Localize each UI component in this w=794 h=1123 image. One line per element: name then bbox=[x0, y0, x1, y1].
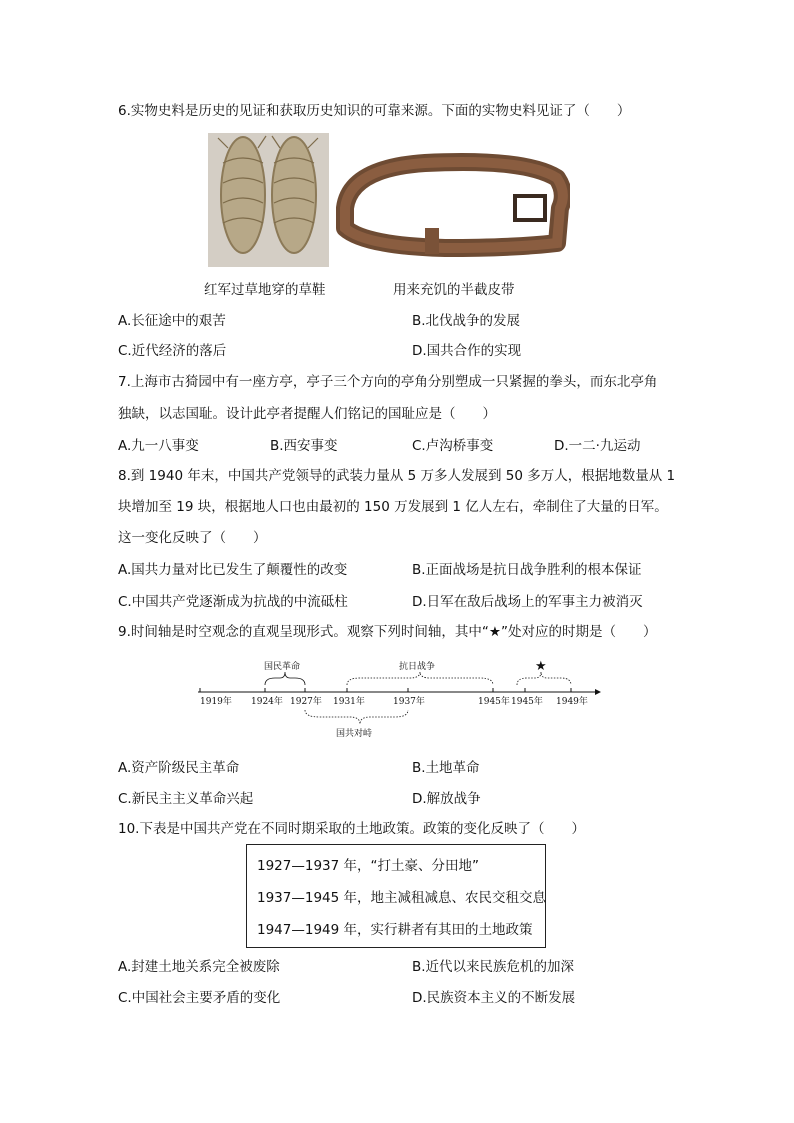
q6-stem: 6.实物史料是历史的见证和获取历史知识的可靠来源。下面的实物史料见证了（ ） bbox=[118, 103, 631, 119]
land-policy-table bbox=[246, 844, 546, 948]
tick-label-7: 1945年 bbox=[511, 697, 543, 707]
q9-option-c[interactable]: C.新民主主义革命兴起 bbox=[118, 791, 254, 807]
q7-option-b[interactable]: B.西安事变 bbox=[270, 438, 338, 454]
tick-label-3: 1927年 bbox=[290, 697, 322, 707]
q9-option-b[interactable]: B.土地革命 bbox=[412, 760, 480, 776]
tick-label-4: 1931年 bbox=[333, 697, 365, 707]
label-anti-japanese-war: 抗日战争 bbox=[399, 662, 436, 672]
policy-row-1: 1927—1937 年，“打土豪、分田地” bbox=[257, 858, 479, 874]
q10-option-c[interactable]: C.中国社会主要矛盾的变化 bbox=[118, 990, 281, 1006]
q10-option-d[interactable]: D.民族资本主义的不断发展 bbox=[412, 990, 576, 1006]
tick-label-1: 1919年 bbox=[200, 697, 232, 707]
half-belt-photo bbox=[335, 148, 570, 268]
star-icon: ★ bbox=[535, 659, 547, 674]
q6-option-a[interactable]: A.长征途中的艰苦 bbox=[118, 313, 226, 329]
q7-stem-line2: 独缺，以志国耻。设计此亭者提醒人们铭记的国耻应是（ ） bbox=[118, 406, 496, 422]
q8-stem-line2: 块增加至 19 块，根据地人口也由最初的 150 万发展到 1 亿人左右，牵制住了大量的日军。 bbox=[118, 499, 668, 515]
tick-label-6: 1945年 bbox=[478, 697, 510, 707]
policy-row-3: 1947—1949 年，实行耕者有其田的土地政策 bbox=[257, 922, 533, 938]
q10-option-a[interactable]: A.封建土地关系完全被废除 bbox=[118, 959, 280, 975]
timeline-figure bbox=[195, 652, 605, 747]
tick-label-8: 1949年 bbox=[556, 697, 588, 707]
q7-option-d[interactable]: D.一二·九运动 bbox=[554, 438, 641, 454]
tick-label-2: 1924年 bbox=[251, 697, 283, 707]
caption-half-belt: 用来充饥的半截皮带 bbox=[393, 282, 515, 298]
label-national-revolution: 国民革命 bbox=[264, 662, 301, 672]
q8-stem-line3: 这一变化反映了（ ） bbox=[118, 530, 267, 546]
tick-label-5: 1937年 bbox=[393, 697, 425, 707]
q6-option-d[interactable]: D.国共合作的实现 bbox=[412, 343, 522, 359]
q8-option-c[interactable]: C.中国共产党逐渐成为抗战的中流砥柱 bbox=[118, 594, 348, 610]
q9-stem: 9.时间轴是时空观念的直观呈现形式。观察下列时间轴，其中“★”处对应的时期是（ ） bbox=[118, 624, 657, 640]
straw-sandals-photo bbox=[208, 133, 329, 267]
q7-option-c[interactable]: C.卢沟桥事变 bbox=[412, 438, 494, 454]
q10-option-b[interactable]: B.近代以来民族危机的加深 bbox=[412, 959, 575, 975]
q7-option-a[interactable]: A.九一八事变 bbox=[118, 438, 199, 454]
q9-option-a[interactable]: A.资产阶级民主革命 bbox=[118, 760, 240, 776]
q8-option-a[interactable]: A.国共力量对比已发生了颠覆性的改变 bbox=[118, 562, 348, 578]
q10-stem: 10.下表是中国共产党在不同时期采取的土地政策。政策的变化反映了（ ） bbox=[118, 821, 585, 837]
policy-row-2: 1937—1945 年，地主减租减息、农民交租交息 bbox=[257, 890, 547, 906]
q8-option-b[interactable]: B.正面战场是抗日战争胜利的根本保证 bbox=[412, 562, 642, 578]
label-kmt-cpc-confrontation: 国共对峙 bbox=[336, 729, 373, 739]
q7-stem-line1: 7.上海市古猗园中有一座方亭，亭子三个方向的亭角分别塑成一只紧握的拳头，而东北亭角 bbox=[118, 374, 658, 390]
q6-option-c[interactable]: C.近代经济的落后 bbox=[118, 343, 227, 359]
q8-option-d[interactable]: D.日军在敌后战场上的军事主力被消灭 bbox=[412, 594, 643, 610]
q6-option-b[interactable]: B.北伐战争的发展 bbox=[412, 313, 521, 329]
caption-straw-sandals: 红军过草地穿的草鞋 bbox=[204, 282, 326, 298]
q8-stem-line1: 8.到 1940 年末，中国共产党领导的武装力量从 5 万多人发展到 50 多万人，根据地数量从 1 bbox=[118, 468, 676, 484]
q9-option-d[interactable]: D.解放战争 bbox=[412, 791, 481, 807]
